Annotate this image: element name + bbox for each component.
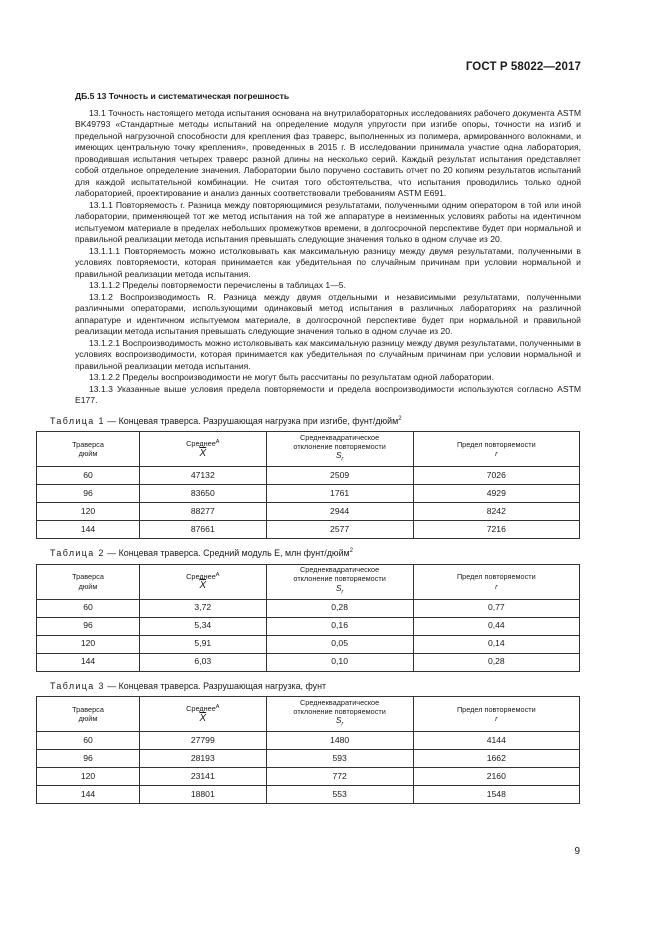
paragraph: 13.1.1.1 Повторяемость можно истолковывать как максимальную разницу между двумя результатами, полученными в условиях повторяемости, которая принимается как убедительная по случайным причинам при условии нормальной и правильной реализации метода испытания. <box>75 245 581 279</box>
paragraph: 13.1 Точность настоящего метода испытания основана на внутрилабораторных исследованиях рабочего документа ASTM BK49793 «Стандартные методы испытаний на определение модуля упругости при изгибе опоры, точности на изгиб и предельной нагрузочной способности для крепления фаз траверс, выполненных из полимера, армированного волокнами, и имеющих центральную точку крепления», проведенных в 2015 г. В исследовании принимала участие одна лаборатория, проводившая испытания четырех траверс разной длины на несколько серий. Каждый результат испытания представляет собой отдельное определение значения. Лаборатории было поручено составить отчет по 20 копиям результатов испытаний для каждой испытательной комбинации. Не считая того обстоятельства, что испытания проводились только одной лабораторией, проектирование и анализ данных соответствовали требованиям ASTM E691. <box>75 107 581 198</box>
header-repeatability-limit: Предел повторяемости r <box>413 697 579 732</box>
table-caption-text: — Концевая траверса. Разрушающая нагрузка, фунт <box>104 680 327 691</box>
table-caption <box>50 548 581 560</box>
table-row: 96 83650 1761 4929 <box>37 485 580 503</box>
section-title: ДБ.5 13 Точность и систематическая погрешность <box>75 91 290 101</box>
table-row: 96 28193 593 1662 <box>37 750 580 768</box>
paragraph: 13.1.2.1 Воспроизводимость можно истолковывать как максимальную разницу между двумя результатами, полученными в условиях воспроизводимости, которая принимается как убедительная по случайным причинам при условии нормальной и правильной реализации метода испытания. <box>75 337 581 371</box>
table-row: 60 3,72 0,28 0,77 <box>37 599 580 617</box>
table-row: 96 5,34 0,16 0,44 <box>37 617 580 635</box>
header-std-dev: Среднеквадратическое отклонение повторяемости $S_r$ <box>266 564 413 599</box>
table-caption-text: — Концевая траверса. Разрушающая нагрузка при изгибе, фунт/дюйм <box>104 415 399 426</box>
paragraph: 13.1.2.2 Пределы воспроизводимости не могут быть рассчитаны по результатам одной лаборатории. <box>89 372 494 382</box>
header-traversa: Траверса дюйм <box>37 564 140 599</box>
data-table <box>36 564 580 672</box>
table-row: 120 23141 772 2160 <box>37 768 580 786</box>
table-label: Таблица 1 <box>50 415 105 426</box>
table-caption <box>50 681 581 693</box>
header-mean: Среднее$^A$ $\overline{X}$ <box>139 697 266 732</box>
table-label: Таблица 3 <box>50 680 105 691</box>
paragraph: 13.1.3 Указанные выше условия предела повторяемости и предела воспроизводимости используются согласно ASTM E177. <box>75 383 581 405</box>
document-id: ГОСТ Р 58022—2017 <box>465 61 581 73</box>
caption-superscript: 2 <box>398 415 402 422</box>
paragraph: 13.1.1.2 Пределы повторяемости перечислены в таблицах 1—5. <box>89 280 346 290</box>
header-std-dev: Среднеквадратическое отклонение повторяемости $S_r$ <box>266 432 413 467</box>
table-label: Таблица 2 <box>50 548 105 558</box>
table-caption <box>50 416 581 428</box>
table-row: 120 5,91 0,05 0,14 <box>37 635 580 653</box>
page-content <box>50 91 581 804</box>
table-caption-text: — Концевая траверса. Средний модуль E, млн фунт/дюйм <box>104 548 350 558</box>
paragraph: 13.1.1 Повторяемость r. Разница между повторяющимися результатами, полученными одним оператором в той или иной лаборатории, применяющей тот же метод испытания на той же аппаратуре в неизменных условиях работы на идентичном испытуемом материале в пределах небольших промежутков времени, в долгосрочной перспективе будет при нормальной и правильной реализации метода испытания превышать следующие значения только в одном случае из 20. <box>75 199 581 244</box>
header-mean: Среднее$^A$ $\overline{X}$ <box>139 432 266 467</box>
table-row: 144 18801 553 1548 <box>37 786 580 804</box>
caption-superscript: 2 <box>349 548 353 554</box>
data-table <box>36 431 580 539</box>
header-repeatability-limit: Предел повторяемости r <box>413 432 579 467</box>
table-row: 144 87661 2577 7216 <box>37 521 580 539</box>
table-row: 144 6,03 0,10 0,28 <box>37 653 580 671</box>
data-table <box>36 696 580 804</box>
header-std-dev: Среднеквадратическое отклонение повторяемости $S_r$ <box>266 697 413 732</box>
header-traversa: Траверса дюйм <box>37 697 140 732</box>
header-repeatability-limit: Предел повторяемости r <box>413 564 579 599</box>
header-mean: Среднее$^A$ $\overline{X}$ <box>139 564 266 599</box>
table-row: 120 88277 2944 8242 <box>37 503 580 521</box>
table-row: 60 27799 1480 4144 <box>37 732 580 750</box>
table-row: 60 47132 2509 7026 <box>37 467 580 485</box>
paragraph: 13.1.2 Воспроизводимость R. Разница между двумя отдельными и независимыми результатами, полученными различными операторами, использующими одинаковый метод испытания в различных лабораториях на различной аппаратуре и идентичном испытуемом материале, в долгосрочной перспективе будет при нормальной и правильной реализации метода испытания превышать следующие значения только в одном случае из 20. <box>75 291 581 336</box>
header-traversa: Траверса дюйм <box>37 432 140 467</box>
page-number: 9 <box>574 846 580 857</box>
